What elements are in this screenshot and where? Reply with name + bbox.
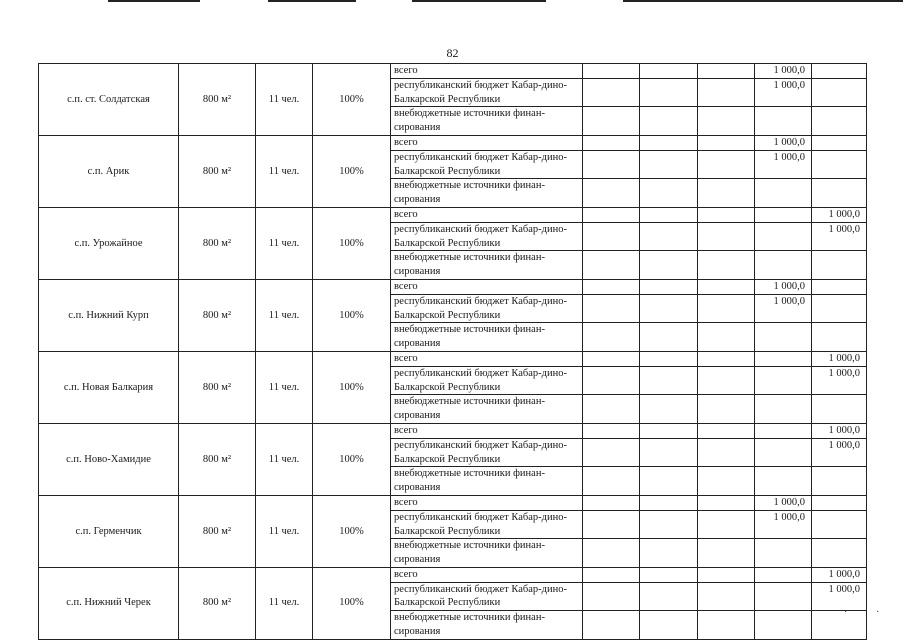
amount-cell-b (812, 150, 867, 179)
empty-cell (583, 64, 640, 79)
people-cell: 11 чел. (256, 423, 313, 495)
empty-cell (583, 251, 640, 280)
people-cell: 11 чел. (256, 495, 313, 567)
people-cell: 11 чел. (256, 64, 313, 136)
people-cell: 11 чел. (256, 351, 313, 423)
funding-source-label: внебюджетные источники финан-сирования (391, 323, 583, 352)
amount-cell-a (755, 539, 812, 568)
area-cell: 800 м² (179, 279, 256, 351)
amount-cell-a: 1 000,0 (755, 64, 812, 79)
empty-cell (583, 279, 640, 294)
area-cell: 800 м² (179, 567, 256, 639)
empty-cell (583, 323, 640, 352)
empty-cell (640, 366, 698, 395)
amount-cell-a: 1 000,0 (755, 78, 812, 107)
empty-cell (698, 395, 755, 424)
amount-cell-b (812, 135, 867, 150)
amount-cell-b: 1 000,0 (812, 207, 867, 222)
empty-cell (640, 279, 698, 294)
funding-source-label: внебюджетные источники финан-сирования (391, 539, 583, 568)
empty-cell (640, 135, 698, 150)
empty-cell (698, 323, 755, 352)
funding-source-label: республиканский бюджет Кабар-дино-Балкарской Республики (391, 294, 583, 323)
amount-cell-b: 1 000,0 (812, 423, 867, 438)
empty-cell (583, 582, 640, 611)
amount-cell-a (755, 423, 812, 438)
table-row (39, 135, 867, 150)
funding-source-label: республиканский бюджет Кабар-дино-Балкарской Республики (391, 366, 583, 395)
table-row (39, 279, 867, 294)
funding-table (38, 63, 867, 640)
empty-cell (583, 611, 640, 640)
amount-cell-b (812, 294, 867, 323)
settlement-cell: с.п. Урожайное (39, 207, 179, 279)
empty-cell (698, 207, 755, 222)
empty-cell (698, 135, 755, 150)
amount-cell-b (812, 467, 867, 496)
percent-cell: 100% (313, 567, 391, 639)
settlement-cell: с.п. Ново-Хамидие (39, 423, 179, 495)
area-cell: 800 м² (179, 64, 256, 136)
funding-source-label: всего (391, 567, 583, 582)
funding-source-label: внебюджетные источники финан-сирования (391, 395, 583, 424)
empty-cell (583, 107, 640, 136)
empty-cell (583, 423, 640, 438)
funding-source-label: республиканский бюджет Кабар-дино-Балкарской Республики (391, 510, 583, 539)
area-cell: 800 м² (179, 135, 256, 207)
table-row (39, 567, 867, 582)
empty-cell (640, 467, 698, 496)
empty-cell (698, 78, 755, 107)
amount-cell-a (755, 567, 812, 582)
amount-cell-a: 1 000,0 (755, 510, 812, 539)
funding-source-label: республиканский бюджет Кабар-дино-Балкарской Республики (391, 78, 583, 107)
amount-cell-a (755, 251, 812, 280)
amount-cell-b (812, 251, 867, 280)
empty-cell (698, 251, 755, 280)
amount-cell-a: 1 000,0 (755, 294, 812, 323)
empty-cell (640, 222, 698, 251)
amount-cell-b: 1 000,0 (812, 222, 867, 251)
empty-cell (640, 107, 698, 136)
amount-cell-a: 1 000,0 (755, 279, 812, 294)
amount-cell-a (755, 323, 812, 352)
empty-cell (583, 495, 640, 510)
settlement-cell: с.п. Новая Балкария (39, 351, 179, 423)
table-row (39, 351, 867, 366)
area-cell: 800 м² (179, 207, 256, 279)
empty-cell (698, 438, 755, 467)
empty-cell (583, 438, 640, 467)
people-cell: 11 чел. (256, 279, 313, 351)
amount-cell-b (812, 64, 867, 79)
funding-source-label: республиканский бюджет Кабар-дино-Балкарской Республики (391, 150, 583, 179)
amount-cell-a: 1 000,0 (755, 135, 812, 150)
empty-cell (640, 539, 698, 568)
amount-cell-b: 1 000,0 (812, 366, 867, 395)
empty-cell (698, 582, 755, 611)
percent-cell: 100% (313, 64, 391, 136)
amount-cell-b (812, 611, 867, 640)
header-rule-2 (268, 0, 356, 2)
empty-cell (583, 467, 640, 496)
scan-mark-2: · (876, 607, 880, 618)
amount-cell-b (812, 323, 867, 352)
header-rule-3 (412, 0, 546, 2)
empty-cell (640, 251, 698, 280)
empty-cell (640, 395, 698, 424)
empty-cell (583, 567, 640, 582)
funding-source-label: республиканский бюджет Кабар-дино-Балкарской Республики (391, 582, 583, 611)
percent-cell: 100% (313, 351, 391, 423)
empty-cell (640, 207, 698, 222)
area-cell: 800 м² (179, 423, 256, 495)
funding-source-label: всего (391, 423, 583, 438)
empty-cell (640, 510, 698, 539)
empty-cell (640, 567, 698, 582)
empty-cell (640, 179, 698, 208)
percent-cell: 100% (313, 423, 391, 495)
amount-cell-b: 1 000,0 (812, 567, 867, 582)
funding-source-label: всего (391, 495, 583, 510)
percent-cell: 100% (313, 495, 391, 567)
empty-cell (640, 78, 698, 107)
amount-cell-b (812, 539, 867, 568)
empty-cell (698, 279, 755, 294)
area-cell: 800 м² (179, 495, 256, 567)
empty-cell (698, 351, 755, 366)
empty-cell (698, 467, 755, 496)
area-cell: 800 м² (179, 351, 256, 423)
scan-mark-1: · (844, 607, 848, 618)
amount-cell-a (755, 467, 812, 496)
empty-cell (640, 495, 698, 510)
amount-cell-a (755, 582, 812, 611)
empty-cell (583, 150, 640, 179)
amount-cell-b: 1 000,0 (812, 582, 867, 611)
percent-cell: 100% (313, 135, 391, 207)
amount-cell-b (812, 107, 867, 136)
table-row (39, 423, 867, 438)
empty-cell (698, 366, 755, 395)
settlement-cell: с.п. Нижний Курп (39, 279, 179, 351)
amount-cell-a: 1 000,0 (755, 495, 812, 510)
table-row (39, 207, 867, 222)
funding-source-label: всего (391, 351, 583, 366)
settlement-cell: с.п. ст. Солдатская (39, 64, 179, 136)
settlement-cell: с.п. Нижний Черек (39, 567, 179, 639)
empty-cell (583, 135, 640, 150)
empty-cell (640, 611, 698, 640)
empty-cell (698, 539, 755, 568)
empty-cell (698, 64, 755, 79)
settlement-cell: с.п. Герменчик (39, 495, 179, 567)
people-cell: 11 чел. (256, 135, 313, 207)
funding-source-label: всего (391, 135, 583, 150)
amount-cell-a: 1 000,0 (755, 150, 812, 179)
empty-cell (698, 611, 755, 640)
amount-cell-b (812, 510, 867, 539)
amount-cell-b (812, 279, 867, 294)
funding-source-label: внебюджетные источники финан-сирования (391, 107, 583, 136)
empty-cell (698, 107, 755, 136)
amount-cell-b: 1 000,0 (812, 351, 867, 366)
empty-cell (583, 294, 640, 323)
empty-cell (583, 366, 640, 395)
funding-source-label: внебюджетные источники финан-сирования (391, 179, 583, 208)
empty-cell (698, 179, 755, 208)
empty-cell (698, 510, 755, 539)
amount-cell-a (755, 107, 812, 136)
people-cell: 11 чел. (256, 207, 313, 279)
amount-cell-a (755, 222, 812, 251)
funding-source-label: внебюджетные источники финан-сирования (391, 467, 583, 496)
empty-cell (698, 150, 755, 179)
header-rule-1 (108, 0, 200, 2)
empty-cell (640, 323, 698, 352)
amount-cell-a (755, 366, 812, 395)
empty-cell (583, 395, 640, 424)
table-row (39, 495, 867, 510)
funding-source-label: внебюджетные источники финан-сирования (391, 251, 583, 280)
header-rule-4 (623, 0, 903, 2)
amount-cell-a (755, 351, 812, 366)
empty-cell (640, 150, 698, 179)
funding-source-label: всего (391, 279, 583, 294)
page-number: 82 (446, 46, 459, 60)
empty-cell (583, 351, 640, 366)
amount-cell-b: 1 000,0 (812, 438, 867, 467)
empty-cell (698, 423, 755, 438)
amount-cell-a (755, 611, 812, 640)
amount-cell-b (812, 78, 867, 107)
empty-cell (583, 78, 640, 107)
empty-cell (583, 179, 640, 208)
empty-cell (698, 495, 755, 510)
funding-source-label: всего (391, 64, 583, 79)
table-row (39, 64, 867, 79)
empty-cell (583, 539, 640, 568)
empty-cell (640, 423, 698, 438)
percent-cell: 100% (313, 207, 391, 279)
amount-cell-a (755, 438, 812, 467)
funding-table-body (39, 64, 867, 640)
empty-cell (583, 222, 640, 251)
amount-cell-a (755, 179, 812, 208)
empty-cell (583, 510, 640, 539)
amount-cell-b (812, 495, 867, 510)
funding-source-label: республиканский бюджет Кабар-дино-Балкарской Республики (391, 222, 583, 251)
empty-cell (640, 294, 698, 323)
percent-cell: 100% (313, 279, 391, 351)
funding-source-label: всего (391, 207, 583, 222)
funding-source-label: внебюджетные источники финан-сирования (391, 611, 583, 640)
empty-cell (698, 294, 755, 323)
settlement-cell: с.п. Арик (39, 135, 179, 207)
empty-cell (698, 222, 755, 251)
people-cell: 11 чел. (256, 567, 313, 639)
empty-cell (698, 567, 755, 582)
amount-cell-a (755, 395, 812, 424)
empty-cell (640, 64, 698, 79)
empty-cell (640, 351, 698, 366)
amount-cell-a (755, 207, 812, 222)
funding-source-label: республиканский бюджет Кабар-дино-Балкарской Республики (391, 438, 583, 467)
amount-cell-b (812, 395, 867, 424)
empty-cell (640, 582, 698, 611)
empty-cell (640, 438, 698, 467)
amount-cell-b (812, 179, 867, 208)
empty-cell (583, 207, 640, 222)
